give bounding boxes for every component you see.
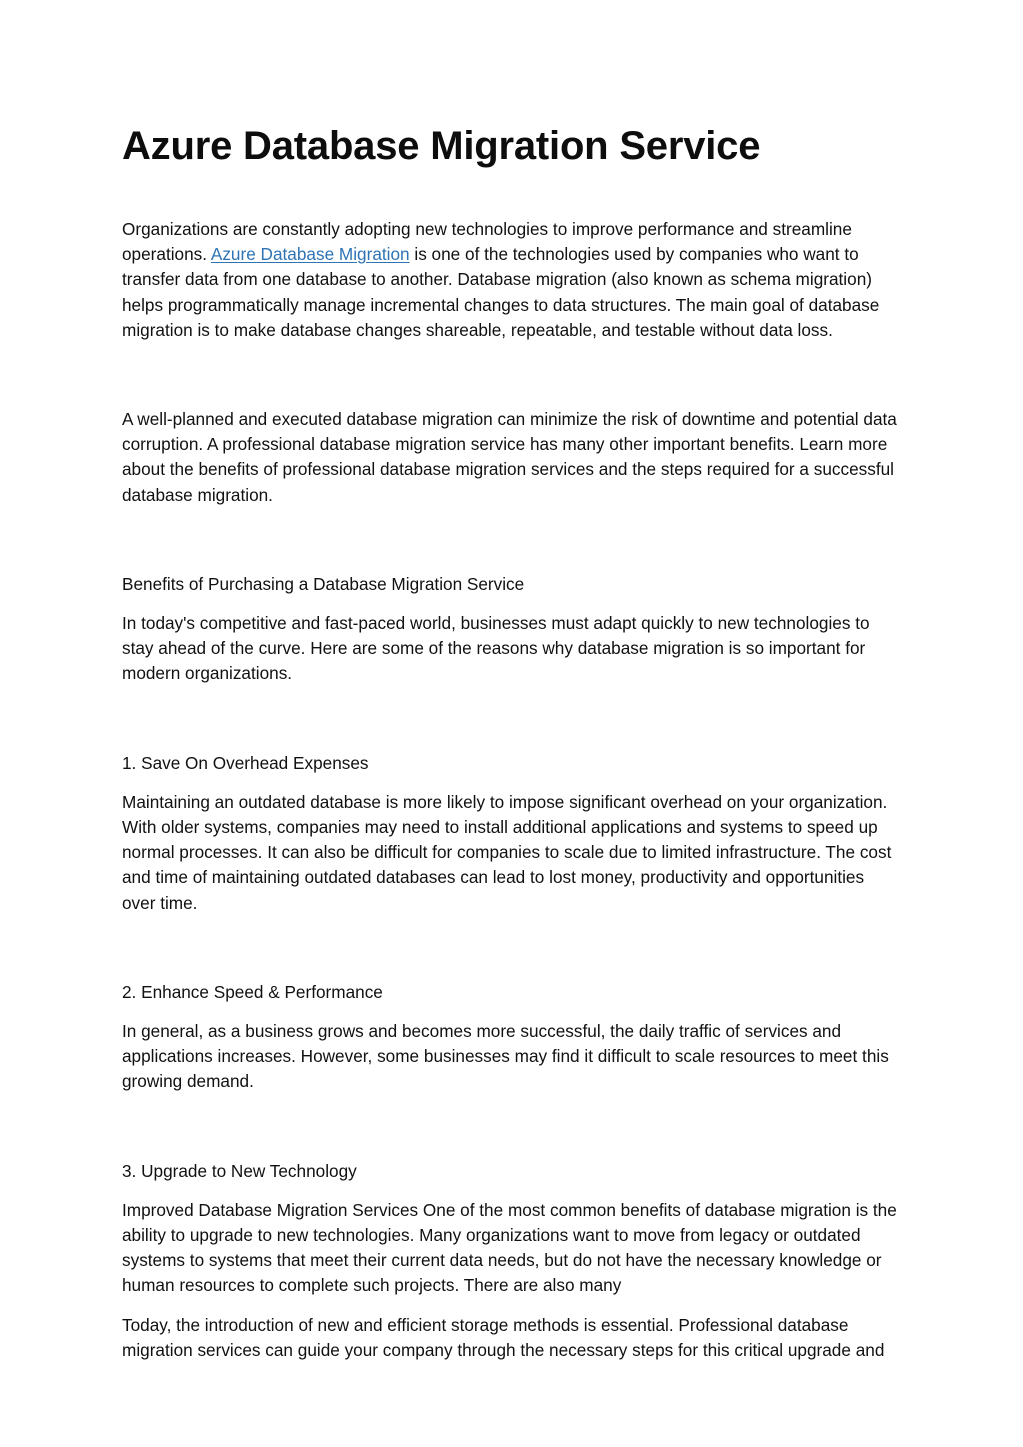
block-spacer-2 <box>122 508 902 572</box>
benefit-2-heading: 2. Enhance Speed & Performance <box>122 981 383 1002</box>
benefit-3-heading: 3. Upgrade to New Technology <box>122 1160 357 1181</box>
title-spacer <box>122 169 902 217</box>
block-spacer-3 <box>122 687 902 751</box>
benefit-1-heading: 1. Save On Overhead Expenses <box>122 752 369 773</box>
heading-spacer-2 <box>122 776 902 790</box>
page-title: Azure Database Migration Service <box>122 124 761 168</box>
azure-database-migration-link[interactable]: Azure Database Migration <box>210 244 410 265</box>
benefit-1-paragraph: Maintaining an outdated database is more likely to impose significant overhead on your organization. With older systems, companies may need to install additional applications and systems to speed up normal processes. It can also be difficult for companies to scale due to limited infrastructure. The cost and time of maintaining outdated databases can lead to lost money, productivity and opportunities over time. <box>122 791 892 913</box>
intro-paragraph <box>122 217 902 343</box>
block-spacer-6 <box>122 1299 902 1313</box>
benefits-overview-paragraph: A well-planned and executed database migration can minimize the risk of downtime and potential data corruption. A professional database migration service has many other important benefits. Learn more about the benefits of professional database migration services and the steps required for a successful database migration. <box>122 409 897 505</box>
heading-spacer-4 <box>122 1184 902 1198</box>
block-spacer-5 <box>122 1095 902 1159</box>
benefits-intro-paragraph: In today's competitive and fast-paced world, businesses must adapt quickly to new technologies to stay ahead of the curve. Here are some of the reasons why database migration is so important for modern organizations. <box>122 613 870 684</box>
benefits-section-heading: Benefits of Purchasing a Database Migration Service <box>122 573 525 594</box>
benefit-2-paragraph: In general, as a business grows and becomes more successful, the daily traffic of services and applications increases. However, some businesses may find it difficult to scale resources to meet this growing demand. <box>122 1021 889 1092</box>
benefit-3-paragraph: Improved Database Migration Services One of the most common benefits of database migration is the ability to upgrade to new technologies. Many organizations want to move from legacy or outdated systems to systems that meet their current data needs, but do not have the necessary knowledge or human resources to complete such projects. There are also many <box>122 1199 897 1296</box>
block-spacer-4 <box>122 916 902 980</box>
closing-paragraph: Today, the introduction of new and efficient storage methods is essential. Professional database migration services can guide your company through the necessary steps for this critical upgrade and <box>122 1314 885 1360</box>
intro-text-after: is one of the technologies used by companies who want to transfer data from one database to another. Database migration (also known as schema migration) helps programmatically manage incremental changes to data structures. The main goal of database migration is to make database changes shareable, repeatable, and testable without data loss. <box>122 244 880 340</box>
intro-text-before: Organizations are constantly adopting new technologies to improve performance and streamline operations. <box>122 219 852 265</box>
document-content <box>122 0 902 1363</box>
heading-spacer-1 <box>122 597 902 611</box>
heading-spacer-3 <box>122 1005 902 1019</box>
block-spacer-1 <box>122 343 902 407</box>
